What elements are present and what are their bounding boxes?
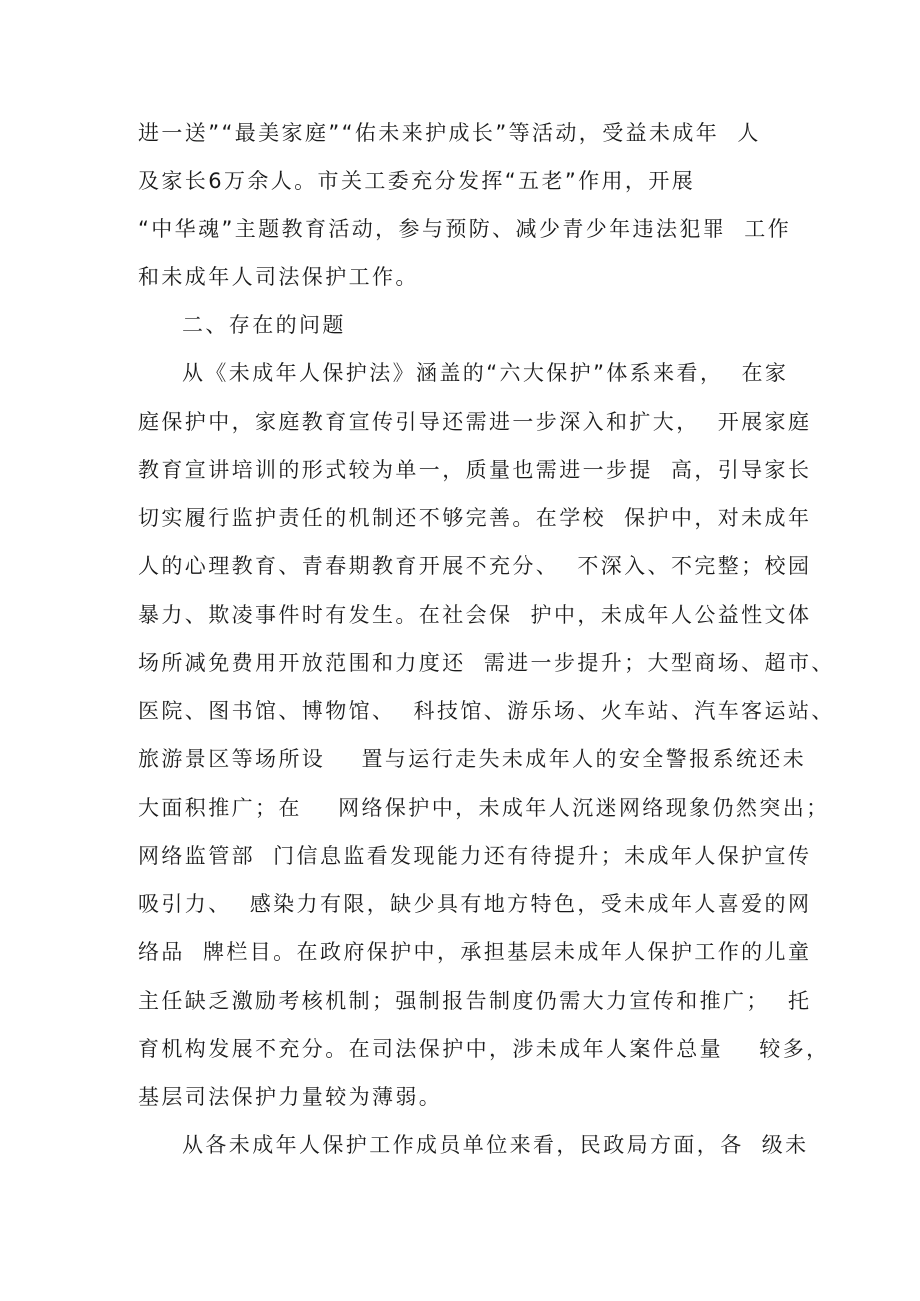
text-line: 网络监管部 门信息监看发现能力还有待提升；未成年人保护宣传	[138, 844, 812, 868]
text-line: 主任缺乏激励考核机制；强制报告制度仍需大力宣传和推广； 托	[138, 989, 812, 1013]
text-line: 及家长6万余人。市关工委充分发挥“五老”作用，开展	[138, 169, 696, 193]
text-line: 庭保护中，家庭教育宣传引导还需进一步深入和扩大， 开展家庭	[138, 410, 812, 434]
text-line: 从各未成年人保护工作成员单位来看，民政局方面，各 级未	[182, 1133, 809, 1157]
text-line: 暴力、欺凌事件时有发生。在社会保 护中，未成年人公益性文体	[138, 603, 812, 627]
text-line: “中华魂”主题教育活动，参与预防、减少青少年违法犯罪 工作	[138, 217, 792, 241]
text-line: 和未成年人司法保护工作。	[138, 265, 419, 289]
text-line: 人的心理教育、青春期教育开展不充分、 不深入、不完整；校园	[138, 554, 812, 578]
section-heading: 二、存在的问题	[182, 313, 346, 337]
text-line: 吸引力、 感染力有限，缺少具有地方特色，受未成年人喜爱的网	[138, 892, 812, 916]
text-line: 旅游景区等场所设 置与运行走失未成年人的安全警报系统还未	[138, 747, 807, 771]
text-line: 从《未成年人保护法》涵盖的“六大保护”体系来看， 在家	[182, 361, 789, 385]
text-line: 络品 牌栏目。在政府保护中，承担基层未成年人保护工作的儿童	[138, 940, 812, 964]
text-line: 大面积推广；在 网络保护中，未成年人沉迷网络现象仍然突出；	[138, 796, 830, 820]
text-line: 基层司法保护力量较为薄弱。	[138, 1085, 443, 1109]
text-line: 教育宣讲培训的形式较为单一，质量也需进一步提 高，引导家长	[138, 458, 812, 482]
text-line: 育机构发展不充分。在司法保护中，涉未成年人案件总量 较多，	[138, 1037, 830, 1061]
text-line: 进一送”“最美家庭”“佑未来护成长”等活动，受益未成年 人	[138, 121, 761, 145]
text-line: 场所减免费用开放范围和力度还 需进一步提升；大型商场、超市、	[138, 651, 835, 675]
text-line: 切实履行监护责任的机制还不够完善。在学校 保护中，对未成年	[138, 506, 812, 530]
text-line: 医院、图书馆、博物馆、 科技馆、游乐场、火车站、汽车客运站、	[138, 699, 835, 723]
